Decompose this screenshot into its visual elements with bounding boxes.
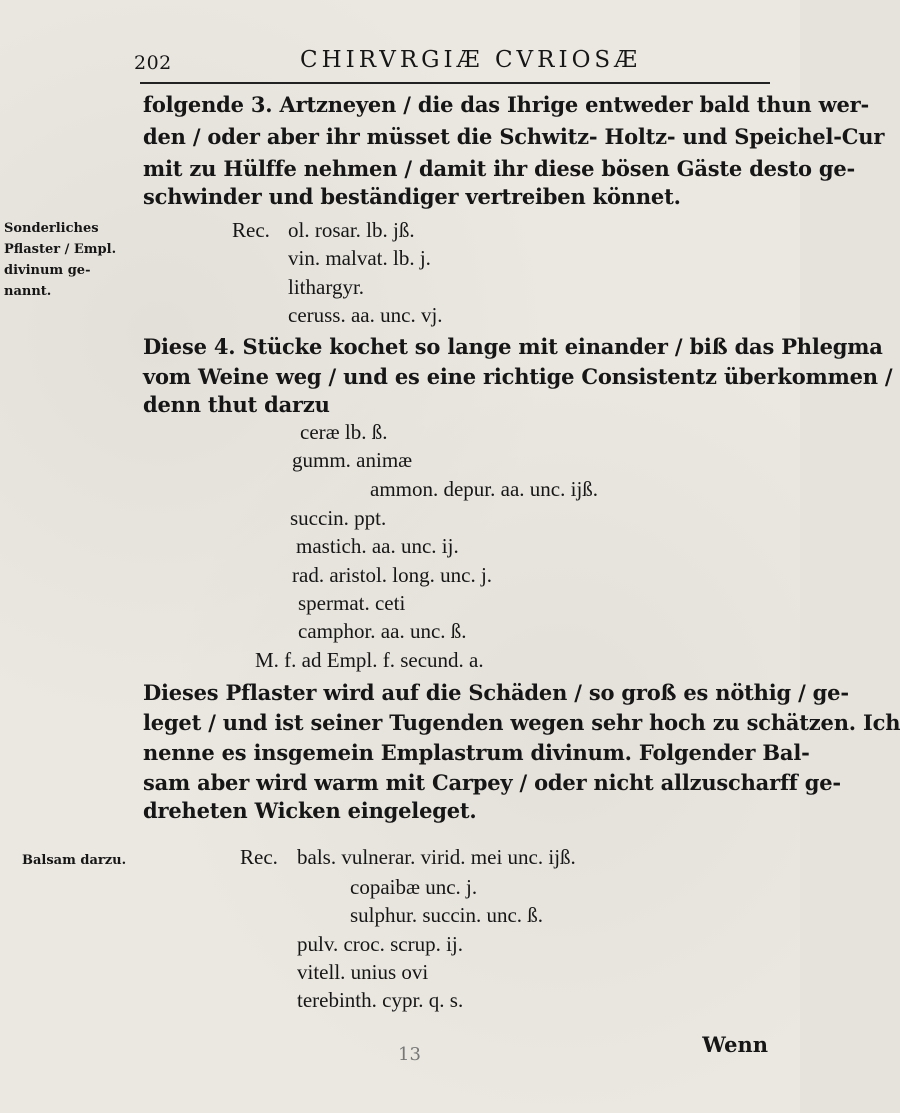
intro-line: folgende 3. Artzneyen / die das Ihrige entweder bald thun wer-: [143, 92, 869, 117]
margin-note-line: Pflaster / Empl.: [4, 242, 117, 257]
body-line: sam aber wird warm mit Carpey / oder nicht allzuscharff ge-: [143, 770, 841, 795]
recipe-closing: M. f. ad Empl. f. secund. a.: [255, 648, 484, 672]
body-line: dreheten Wicken eingeleget.: [143, 798, 477, 823]
recipe-item: lithargyr.: [288, 275, 365, 299]
catchword: Wenn: [702, 1032, 768, 1057]
margin-note-line: Sonderliches: [4, 221, 99, 236]
recipe-item: ol. rosar. lb. jß.: [288, 218, 415, 242]
recipe-item: camphor. aa. unc. ß.: [298, 619, 467, 643]
recipe-item: sulphur. succin. unc. ß.: [350, 903, 544, 927]
recipe-item: ceræ lb. ß.: [300, 420, 388, 444]
recipe-item: spermat. ceti: [298, 591, 406, 615]
recipe-item: vin. malvat. lb. j.: [288, 246, 431, 270]
recipe-item: bals. vulnerar. virid. mei unc. ijß.: [297, 845, 576, 869]
rec-label: Rec.: [232, 218, 270, 242]
recipe-item: ceruss. aa. unc. vj.: [288, 303, 443, 327]
recipe-item: succin. ppt.: [290, 506, 387, 530]
recipe-item: terebinth. cypr. q. s.: [297, 988, 464, 1012]
intro-line: mit zu Hülffe nehmen / damit ihr diese bösen Gäste desto ge-: [143, 156, 856, 181]
body-line: denn thut darzu: [143, 392, 330, 417]
body-line: Diese 4. Stücke kochet so lange mit einander / biß das Phlegma: [143, 334, 883, 359]
recipe-item: vitell. unius ovi: [297, 960, 429, 984]
page-number: 202: [134, 52, 172, 74]
margin-note-plaster: [4, 218, 144, 302]
body-line: leget / und ist seiner Tugenden wegen sehr hoch zu schätzen. Ich: [143, 710, 900, 735]
rec-label: Rec.: [240, 845, 278, 869]
intro-line: den / oder aber ihr müsset die Schwitz- Holtz- und Speichel-Cur: [143, 124, 885, 149]
margin-note-balsam: Balsam darzu.: [22, 853, 127, 868]
body-line: nenne es insgemein Emplastrum divinum. Folgender Bal-: [143, 740, 810, 765]
running-title: CHIRVRGIÆ CVRIOSÆ: [300, 47, 642, 73]
recipe-item: gumm. animæ: [292, 448, 413, 472]
recipe-item: rad. aristol. long. unc. j.: [292, 563, 493, 587]
recipe-item: copaibæ unc. j.: [350, 875, 478, 899]
body-line: vom Weine weg / und es eine richtige Consistentz überkommen /: [143, 364, 893, 389]
margin-note-line: nannt.: [4, 284, 52, 299]
signature-mark: 13: [398, 1044, 421, 1065]
recipe-item: mastich. aa. unc. ij.: [296, 534, 459, 558]
header-rule: [140, 82, 770, 84]
recipe-item: ammon. depur. aa. unc. ijß.: [370, 477, 599, 501]
margin-note-line: divinum ge-: [4, 263, 91, 278]
intro-line: schwinder und beständiger vertreiben könnet.: [143, 184, 681, 209]
body-line: Dieses Pflaster wird auf die Schäden / so groß es nöthig / ge-: [143, 680, 849, 705]
recipe-item: pulv. croc. scrup. ij.: [297, 932, 464, 956]
